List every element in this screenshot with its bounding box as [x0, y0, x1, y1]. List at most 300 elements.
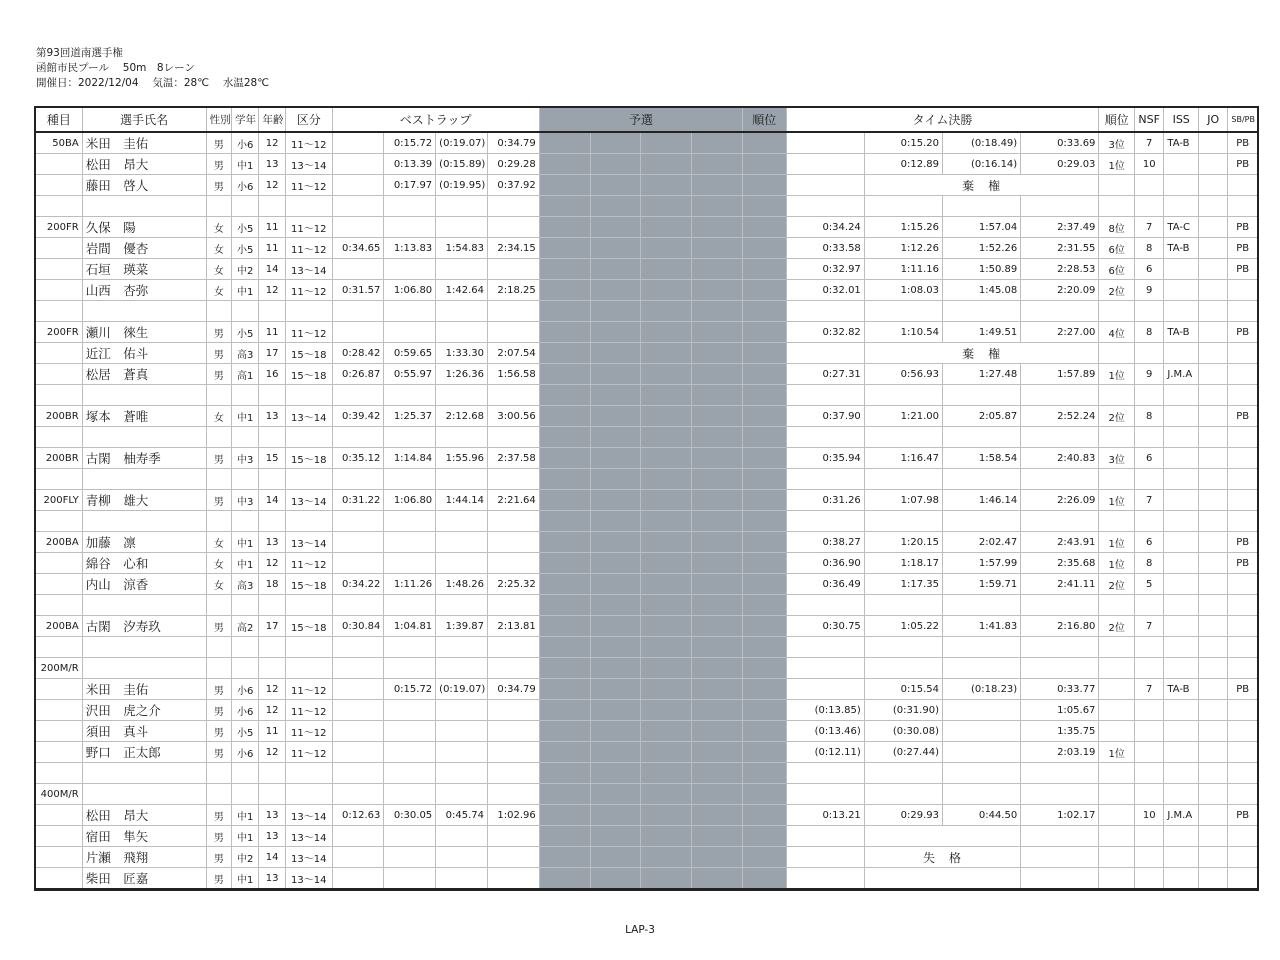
- bestlap-split: 1:55.96: [436, 448, 488, 469]
- event-cell: [36, 301, 83, 322]
- bestlap-split: [384, 637, 436, 658]
- iss-cell: [1164, 532, 1199, 553]
- final-split: 0:34.24: [786, 217, 864, 238]
- prelim-split: [590, 301, 641, 322]
- sbpb-cell: [1228, 469, 1258, 490]
- bestlap-split: [436, 826, 488, 847]
- bestlap-split: 0:34.65: [332, 238, 384, 259]
- prelim-split: [641, 322, 692, 343]
- venue-line: 函館市民プール 50m 8レーン: [36, 62, 195, 74]
- prelim-rank: [742, 532, 786, 553]
- rank-cell: 8位: [1099, 217, 1135, 238]
- final-split: [1021, 385, 1099, 406]
- sex-cell: [206, 196, 231, 217]
- rank-cell: [1099, 700, 1135, 721]
- final-split: [786, 196, 864, 217]
- final-split: [786, 658, 864, 679]
- jo-cell: [1198, 448, 1227, 469]
- table-row: [36, 343, 1258, 364]
- prelim-split: [641, 132, 692, 154]
- prelim-split: [692, 427, 743, 448]
- sex-cell: 男: [206, 175, 231, 196]
- iss-cell: J.M.A: [1164, 805, 1199, 826]
- prelim-split: [539, 175, 590, 196]
- final-split: [786, 175, 864, 196]
- prelim-split: [590, 847, 641, 868]
- final-split: 0:15.54: [864, 679, 942, 700]
- rank-cell: [1099, 343, 1135, 364]
- event-cell: [36, 427, 83, 448]
- iss-cell: [1164, 511, 1199, 532]
- prelim-split: [641, 217, 692, 238]
- swimmer-name: 片瀬 飛翔: [82, 847, 206, 868]
- bestlap-split: [384, 511, 436, 532]
- iss-cell: J.M.A: [1164, 364, 1199, 385]
- prelim-rank: [742, 742, 786, 763]
- bestlap-split: [332, 301, 384, 322]
- final-split: 1:21.00: [864, 406, 942, 427]
- jo-cell: [1198, 826, 1227, 847]
- prelim-split: [641, 805, 692, 826]
- age-cell: [259, 385, 285, 406]
- prelim-split: [692, 700, 743, 721]
- final-split: [864, 301, 942, 322]
- meet-title: 第93回道南選手権: [36, 47, 123, 59]
- bestlap-split: 1:14.84: [384, 448, 436, 469]
- table-row: [36, 742, 1258, 763]
- prelim-rank: [742, 574, 786, 595]
- event-cell: [36, 511, 83, 532]
- swimmer-name: 青柳 雄大: [82, 490, 206, 511]
- final-split: [864, 658, 942, 679]
- final-split: [943, 721, 1021, 742]
- col-jo: JO: [1198, 108, 1227, 133]
- iss-cell: [1164, 427, 1199, 448]
- nsf-cell: [1134, 469, 1163, 490]
- final-split: [943, 700, 1021, 721]
- class-cell: [285, 595, 332, 616]
- final-split: [1021, 847, 1099, 868]
- nsf-cell: [1134, 700, 1163, 721]
- swimmer-name: [82, 301, 206, 322]
- rank-cell: [1099, 427, 1135, 448]
- table-row: [36, 763, 1258, 784]
- final-split: 2:16.80: [1021, 616, 1099, 637]
- sbpb-cell: [1228, 175, 1258, 196]
- sex-cell: 女: [206, 532, 231, 553]
- bestlap-split: [332, 154, 384, 175]
- swimmer-name: 塚本 蒼唯: [82, 406, 206, 427]
- swimmer-name: 宿田 隼矢: [82, 826, 206, 847]
- prelim-split: [590, 406, 641, 427]
- event-cell: [36, 868, 83, 890]
- bestlap-split: [384, 763, 436, 784]
- jo-cell: [1198, 469, 1227, 490]
- bestlap-split: [332, 259, 384, 280]
- sbpb-cell: [1228, 637, 1258, 658]
- sbpb-cell: PB: [1228, 679, 1258, 700]
- prelim-rank: [742, 784, 786, 805]
- bestlap-split: [332, 700, 384, 721]
- bestlap-split: 1:42.64: [436, 280, 488, 301]
- prelim-split: [692, 763, 743, 784]
- bestlap-split: [487, 217, 539, 238]
- status-note: [864, 868, 1020, 890]
- sbpb-cell: PB: [1228, 553, 1258, 574]
- col-prelim: 予選: [539, 108, 742, 133]
- jo-cell: [1198, 532, 1227, 553]
- prelim-split: [590, 616, 641, 637]
- class-cell: 13～14: [285, 805, 332, 826]
- sbpb-cell: [1228, 343, 1258, 364]
- prelim-split: [590, 154, 641, 175]
- final-split: 0:36.49: [786, 574, 864, 595]
- swimmer-name: 近江 佑斗: [82, 343, 206, 364]
- age-cell: 13: [259, 406, 285, 427]
- age-cell: [259, 637, 285, 658]
- table-row: [36, 868, 1258, 890]
- prelim-split: [692, 616, 743, 637]
- age-cell: 13: [259, 868, 285, 890]
- bestlap-split: 0:34.79: [487, 679, 539, 700]
- bestlap-split: 0:15.72: [384, 679, 436, 700]
- bestlap-split: [332, 532, 384, 553]
- col-age: 年齢: [259, 108, 285, 133]
- prelim-split: [641, 259, 692, 280]
- bestlap-split: [332, 511, 384, 532]
- age-cell: 11: [259, 322, 285, 343]
- sbpb-cell: [1228, 721, 1258, 742]
- class-cell: 15～18: [285, 448, 332, 469]
- bestlap-split: 0:17.97: [384, 175, 436, 196]
- iss-cell: [1164, 595, 1199, 616]
- event-cell: [36, 595, 83, 616]
- age-cell: 11: [259, 217, 285, 238]
- bestlap-split: [487, 700, 539, 721]
- prelim-split: [590, 679, 641, 700]
- final-split: 0:27.31: [786, 364, 864, 385]
- jo-cell: [1198, 343, 1227, 364]
- prelim-split: [539, 763, 590, 784]
- prelim-split: [641, 784, 692, 805]
- prelim-split: [590, 595, 641, 616]
- final-split: [1021, 196, 1099, 217]
- prelim-split: [590, 805, 641, 826]
- prelim-split: [539, 196, 590, 217]
- prelim-split: [590, 238, 641, 259]
- prelim-split: [590, 868, 641, 890]
- bestlap-split: 0:12.63: [332, 805, 384, 826]
- jo-cell: [1198, 574, 1227, 595]
- grade-cell: 小5: [232, 322, 259, 343]
- sex-cell: [206, 469, 231, 490]
- table-row: [36, 301, 1258, 322]
- bestlap-split: [384, 700, 436, 721]
- bestlap-split: [436, 637, 488, 658]
- sex-cell: 女: [206, 259, 231, 280]
- prelim-split: [590, 427, 641, 448]
- age-cell: [259, 658, 285, 679]
- final-split: [786, 868, 864, 890]
- prelim-split: [692, 721, 743, 742]
- prelim-split: [590, 742, 641, 763]
- final-split: 0:56.93: [864, 364, 942, 385]
- bestlap-split: [436, 721, 488, 742]
- bestlap-split: 2:21.64: [487, 490, 539, 511]
- jo-cell: [1198, 742, 1227, 763]
- bestlap-split: 1:33.30: [436, 343, 488, 364]
- event-cell: [36, 343, 83, 364]
- final-split: 1:10.54: [864, 322, 942, 343]
- final-split: 0:30.75: [786, 616, 864, 637]
- age-cell: 12: [259, 553, 285, 574]
- prelim-split: [590, 322, 641, 343]
- iss-cell: [1164, 469, 1199, 490]
- prelim-split: [539, 406, 590, 427]
- prelim-split: [539, 868, 590, 890]
- final-split: [786, 847, 864, 868]
- bestlap-split: [332, 385, 384, 406]
- prelim-split: [641, 196, 692, 217]
- class-cell: [285, 784, 332, 805]
- rank-cell: 1位: [1099, 553, 1135, 574]
- grade-cell: 中1: [232, 280, 259, 301]
- final-split: (0:16.14): [943, 154, 1021, 175]
- final-split: [786, 637, 864, 658]
- bestlap-split: 0:13.39: [384, 154, 436, 175]
- final-split: [864, 427, 942, 448]
- bestlap-split: [436, 532, 488, 553]
- grade-cell: 中2: [232, 847, 259, 868]
- prelim-rank: [742, 763, 786, 784]
- final-split: 2:02.47: [943, 532, 1021, 553]
- nsf-cell: 6: [1134, 259, 1163, 280]
- final-split: 1:27.48: [943, 364, 1021, 385]
- final-split: 1:02.17: [1021, 805, 1099, 826]
- prelim-split: [590, 448, 641, 469]
- prelim-rank: [742, 469, 786, 490]
- prelim-split: [641, 637, 692, 658]
- bestlap-split: [332, 679, 384, 700]
- bestlap-split: [487, 637, 539, 658]
- age-cell: 15: [259, 448, 285, 469]
- rank-cell: [1099, 175, 1135, 196]
- grade-cell: 中1: [232, 553, 259, 574]
- sex-cell: 男: [206, 742, 231, 763]
- prelim-split: [641, 175, 692, 196]
- sex-cell: 男: [206, 805, 231, 826]
- col-iss: ISS: [1164, 108, 1199, 133]
- grade-cell: 小6: [232, 132, 259, 154]
- bestlap-split: [332, 784, 384, 805]
- final-split: [864, 595, 942, 616]
- grade-cell: 小6: [232, 175, 259, 196]
- prelim-split: [539, 700, 590, 721]
- iss-cell: [1164, 826, 1199, 847]
- bestlap-split: [332, 721, 384, 742]
- prelim-rank: [742, 553, 786, 574]
- final-split: [943, 595, 1021, 616]
- final-split: 1:17.35: [864, 574, 942, 595]
- table-row: [36, 553, 1258, 574]
- final-split: [1021, 868, 1099, 890]
- jo-cell: [1198, 132, 1227, 154]
- final-split: 1:57.89: [1021, 364, 1099, 385]
- prelim-split: [641, 532, 692, 553]
- prelim-split: [641, 469, 692, 490]
- event-cell: [36, 280, 83, 301]
- swimmer-name: 松田 昂大: [82, 154, 206, 175]
- bestlap-split: 1:06.80: [384, 490, 436, 511]
- swimmer-name: 藤田 啓人: [82, 175, 206, 196]
- prelim-split: [692, 679, 743, 700]
- rank-cell: 3位: [1099, 132, 1135, 154]
- prelim-split: [641, 742, 692, 763]
- table-row: [36, 259, 1258, 280]
- jo-cell: [1198, 637, 1227, 658]
- rank-cell: 6位: [1099, 259, 1135, 280]
- iss-cell: [1164, 742, 1199, 763]
- sex-cell: 男: [206, 322, 231, 343]
- jo-cell: [1198, 280, 1227, 301]
- prelim-rank: [742, 637, 786, 658]
- status-note: 失 格: [864, 847, 1020, 868]
- prelim-rank: [742, 238, 786, 259]
- bestlap-split: [332, 742, 384, 763]
- event-cell: 200BR: [36, 406, 83, 427]
- class-cell: 11～12: [285, 679, 332, 700]
- sbpb-cell: PB: [1228, 406, 1258, 427]
- rank-cell: [1099, 847, 1135, 868]
- bestlap-split: [436, 763, 488, 784]
- final-split: 1:41.83: [943, 616, 1021, 637]
- bestlap-split: [487, 322, 539, 343]
- bestlap-split: [332, 595, 384, 616]
- class-cell: 11～12: [285, 132, 332, 154]
- sbpb-cell: [1228, 658, 1258, 679]
- prelim-split: [641, 595, 692, 616]
- col-bestlap: ベストラップ: [332, 108, 539, 133]
- class-cell: [285, 469, 332, 490]
- final-split: [864, 469, 942, 490]
- age-cell: 18: [259, 574, 285, 595]
- final-split: (0:18.49): [943, 132, 1021, 154]
- sex-cell: 女: [206, 574, 231, 595]
- prelim-split: [539, 259, 590, 280]
- rank-cell: 2位: [1099, 280, 1135, 301]
- sex-cell: 男: [206, 700, 231, 721]
- bestlap-split: [384, 784, 436, 805]
- prelim-split: [539, 574, 590, 595]
- swimmer-name: 米田 圭佑: [82, 679, 206, 700]
- nsf-cell: [1134, 175, 1163, 196]
- prelim-split: [539, 511, 590, 532]
- class-cell: [285, 427, 332, 448]
- class-cell: 13～14: [285, 406, 332, 427]
- iss-cell: TA-B: [1164, 679, 1199, 700]
- prelim-split: [641, 427, 692, 448]
- sex-cell: [206, 784, 231, 805]
- class-cell: 11～12: [285, 700, 332, 721]
- sex-cell: 男: [206, 132, 231, 154]
- class-cell: [285, 196, 332, 217]
- class-cell: [285, 301, 332, 322]
- final-split: 1:46.14: [943, 490, 1021, 511]
- final-split: 2:52.24: [1021, 406, 1099, 427]
- event-cell: [36, 742, 83, 763]
- swimmer-name: 内山 涼香: [82, 574, 206, 595]
- table-row: [36, 595, 1258, 616]
- event-cell: [36, 574, 83, 595]
- class-cell: 13～14: [285, 868, 332, 890]
- iss-cell: TA-B: [1164, 132, 1199, 154]
- swimmer-name: [82, 196, 206, 217]
- sex-cell: 女: [206, 406, 231, 427]
- final-split: [786, 595, 864, 616]
- event-cell: 200BA: [36, 616, 83, 637]
- final-split: [1021, 427, 1099, 448]
- bestlap-split: 1:54.83: [436, 238, 488, 259]
- sex-cell: 女: [206, 280, 231, 301]
- swimmer-name: 松居 蒼真: [82, 364, 206, 385]
- prelim-split: [692, 826, 743, 847]
- prelim-split: [692, 364, 743, 385]
- bestlap-split: [384, 868, 436, 890]
- prelim-split: [590, 700, 641, 721]
- prelim-rank: [742, 616, 786, 637]
- final-split: 2:40.83: [1021, 448, 1099, 469]
- bestlap-split: [332, 196, 384, 217]
- iss-cell: [1164, 301, 1199, 322]
- prelim-split: [641, 763, 692, 784]
- prelim-split: [539, 637, 590, 658]
- rank-cell: 1位: [1099, 742, 1135, 763]
- bestlap-split: [487, 658, 539, 679]
- nsf-cell: 8: [1134, 238, 1163, 259]
- sbpb-cell: PB: [1228, 805, 1258, 826]
- table-row: [36, 637, 1258, 658]
- prelim-split: [641, 679, 692, 700]
- swimmer-name: 久保 陽: [82, 217, 206, 238]
- final-split: [1021, 658, 1099, 679]
- rank-cell: [1099, 868, 1135, 890]
- prelim-split: [590, 784, 641, 805]
- nsf-cell: 7: [1134, 217, 1163, 238]
- prelim-split: [539, 490, 590, 511]
- sex-cell: 男: [206, 364, 231, 385]
- bestlap-split: 1:02.96: [487, 805, 539, 826]
- prelim-split: [539, 217, 590, 238]
- grade-cell: 中1: [232, 805, 259, 826]
- age-cell: [259, 301, 285, 322]
- event-cell: [36, 364, 83, 385]
- final-split: 1:57.04: [943, 217, 1021, 238]
- age-cell: 14: [259, 259, 285, 280]
- bestlap-split: [487, 301, 539, 322]
- bestlap-split: [487, 532, 539, 553]
- bestlap-split: 1:56.58: [487, 364, 539, 385]
- sex-cell: [206, 301, 231, 322]
- col-prelim-rank: 順位: [742, 108, 786, 133]
- sbpb-cell: [1228, 595, 1258, 616]
- bestlap-split: (0:19.07): [436, 679, 488, 700]
- final-split: 1:05.67: [1021, 700, 1099, 721]
- bestlap-split: [332, 132, 384, 154]
- prelim-split: [641, 280, 692, 301]
- iss-cell: [1164, 196, 1199, 217]
- iss-cell: [1164, 700, 1199, 721]
- col-nsf: NSF: [1134, 108, 1163, 133]
